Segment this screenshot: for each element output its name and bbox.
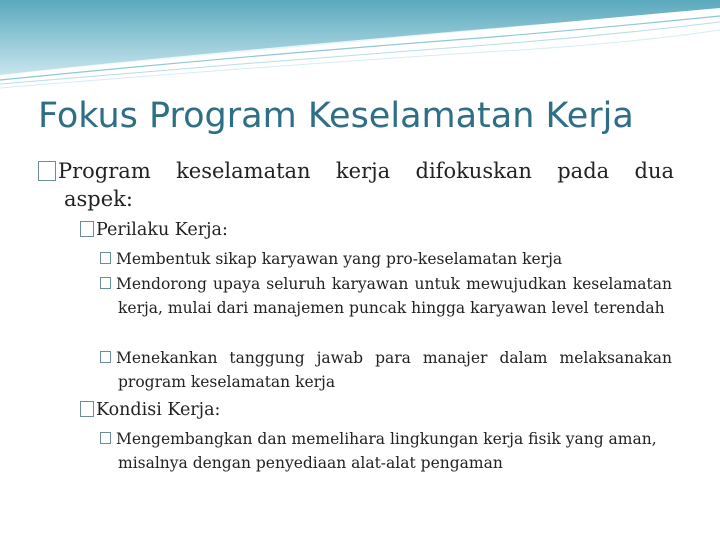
section-heading-kondisi: Kondisi Kerja: [80, 398, 680, 422]
bullet-box-icon [100, 351, 111, 363]
bullet-box-icon [100, 277, 111, 289]
main-point [38, 157, 674, 213]
list-item: Membentuk sikap karyawan yang pro-keselamatan kerja [100, 247, 672, 271]
list-item: Menekankan tanggung jawab para manajer dalam melaksanakan program keselamatan kerja [100, 346, 672, 394]
list-item: Mendorong upaya seluruh karyawan untuk mewujudkan keselamatan kerja, mulai dari manajemen puncak hingga karyawan level terendah [100, 272, 672, 320]
bullet-box-icon [80, 221, 94, 237]
bullet-box-icon [80, 401, 94, 417]
list-item: Mengembangkan dan memelihara lingkungan kerja fisik yang aman, misalnya dengan penyediaan alat-alat pengaman [100, 427, 672, 475]
bullet-box-icon [100, 432, 111, 444]
header-wave-decoration [0, 0, 720, 90]
section-heading-perilaku: Perilaku Kerja: [80, 218, 680, 242]
bullet-box-icon [100, 252, 111, 264]
main-point-line1: Program keselamatan kerja difokuskan pada dua [58, 159, 674, 183]
main-point-line2: aspek: [64, 187, 133, 211]
bullet-box-icon [38, 161, 56, 181]
slide-title: Fokus Program Keselamatan Kerja [38, 96, 634, 136]
